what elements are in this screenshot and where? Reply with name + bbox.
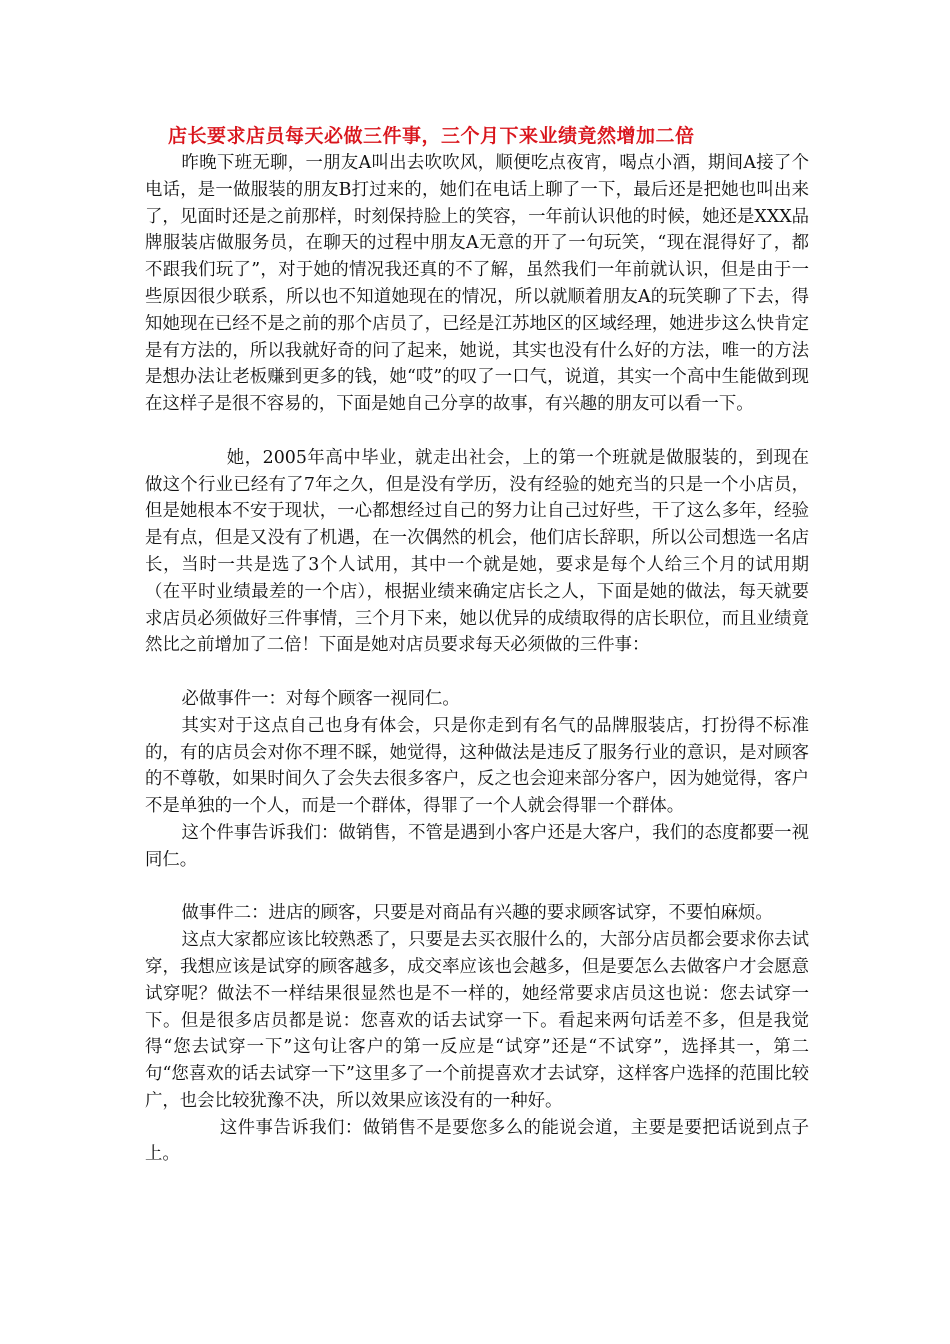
heading-event-one: 必做事件一：对每个顾客一视同仁。 xyxy=(181,688,460,709)
lesson-event-two: 这件事告诉我们：做销售不是要您多么的能说会道，主要是要把话说到点子上。 xyxy=(145,1117,809,1165)
lesson-event-one: 这个件事告诉我们：做销售，不管是遇到小客户还是大客户，我们的态度都要一视同仁。 xyxy=(145,822,809,870)
heading-event-two: 做事件二：进店的顾客，只要是对商品有兴趣的要求顾客试穿，不要怕麻烦。 xyxy=(181,903,773,924)
paragraph-gap xyxy=(145,659,809,686)
paragraph-intro: 昨晚下班无聊，一朋友A叫出去吹吹风，顺便吃点夜宵，喝点小酒，期间A接了个电话，是一做服装的朋友B打过来的，她们在电话上聊了一下，最后还是把她也叫出来了，见面时还是之前那样，时刻保持脸上的笑容，一年前认识他的时候，她还是XXX品牌服装店做服务员，在聊天的过程中朋友A无意的开了一句玩笑，“现在混得好了，都不跟我们玩了”，对于她的情况我还真的不了解，虽然我们一年前就认识，但是由于一些原因很少联系，所以也不知道她现在的情况，所以就顺着朋友A的玩笑聊了下去，得知她现在已经不是之前的那个店员了，已经是江苏地区的区域经理，她进步这么快肯定是有方法的，所以我就好奇的问了起来，她说，其实也没有什么好的方法，唯一的方法是想办法让老板赚到更多的钱，她“哎”的叹了一口气，说道，其实一个高中生能做到现在这样子是很不容易的，下面是她自己分享的故事，有兴趣的朋友可以看一下。 xyxy=(145,153,809,415)
paragraph-gap xyxy=(145,874,809,901)
document-title: 店长要求店员每天必做三件事，三个月下来业绩竟然增加二倍 xyxy=(168,125,695,147)
paragraph-event-two: 这点大家都应该比较熟悉了，只要是去买衣服什么的，大部分店员都会要求你去试穿，我想应该是试穿的顾客越多，成交率应该也会越多，但是要怎么去做客户才会愿意试穿呢？做法不一样结果很显然也是不一样的，她经常要求店员这也说：您去试穿一下。但是很多店员都是说：您喜欢的话去试穿一下。看起来两句话差不多，但是我觉得“您去试穿一下”这句让客户的第一反应是“试穿”还是“不试穿”，选择其一，第二句“您喜欢的话去试穿一下”这里多了一个前提喜欢才去试穿，这样客户选择的范围比较广，也会比较犹豫不决，所以效果应该没有的一种好。 xyxy=(145,930,809,1111)
paragraph-event-one: 其实对于这点自己也身有体会，只是你走到有名气的品牌服装店，打扮得不标准的，有的店员会对你不理不睬，她觉得，这种做法是违反了服务行业的意识，是对顾客的不尊敬，如果时间久了会失去很多客户，反之也会迎来部分客户，因为她觉得，客户不是单独的一个人，而是一个群体，得罪了一个人就会得罪一个群体。 xyxy=(145,715,809,817)
paragraph-gap xyxy=(145,418,809,445)
document-body xyxy=(145,150,809,1168)
paragraph-story: 她，2005年高中毕业，就走出社会，上的第一个班就是做服装的，到现在做这个行业已经有了7年之久，但是没有学历，没有经验的她充当的只是一个小店员，但是她根本不安于现状，一心都想经过自己的努力让自己过好些，干了这么多年，经验是有点，但是又没有了机遇，在一次偶然的机会，他们店长辞职，所以公司想选一名店长，当时一共是选了3个人试用，其中一个就是她，要求是每个人给三个月的试用期（在平时业绩最差的一个店），根据业绩来确定店长之人，下面是她的做法，每天就要求店员必须做好三件事情，三个月下来，她以优异的成绩取得的店长职位，而且业绩竟然比之前增加了二倍！下面是她对店员要求每天必须做的三件事： xyxy=(145,447,809,656)
